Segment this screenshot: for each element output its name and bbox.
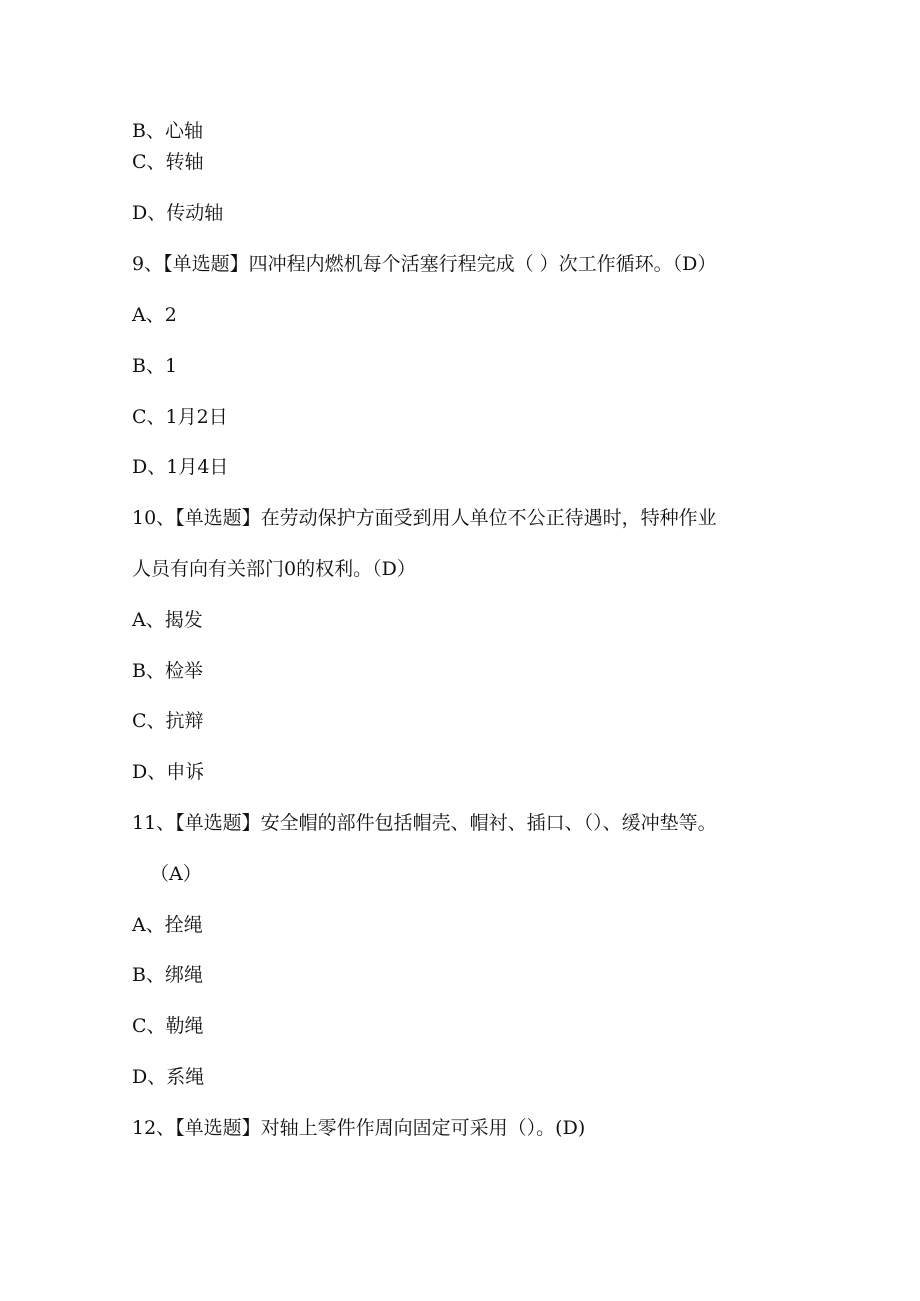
option-a-q11: A、拴绳 bbox=[132, 914, 203, 936]
question-12: 12、【单选题】对轴上零件作周向固定可采用（）。(D) bbox=[132, 1117, 586, 1139]
option-a-q10: A、揭发 bbox=[132, 609, 203, 631]
option-b-q9: B、1 bbox=[132, 355, 178, 377]
question-11-line-1: 11、【单选题】安全帽的部件包括帽壳、帽衬、插口、（）、缓冲垫等。 bbox=[132, 812, 717, 834]
option-b-q11: B、绑绳 bbox=[132, 964, 203, 986]
option-c-q10: C、抗辩 bbox=[132, 710, 204, 732]
option-b-q10: B、检举 bbox=[132, 660, 203, 682]
option-d-q11: D、系绳 bbox=[132, 1066, 205, 1088]
option-d-q9: D、1月4日 bbox=[132, 456, 229, 478]
question-11-answer: （A） bbox=[150, 863, 202, 885]
question-10-line-2: 人员有向有关部门0的权利。（D） bbox=[132, 558, 416, 580]
question-9: 9、【单选题】四冲程内燃机每个活塞行程完成（ ）次工作循环。（D） bbox=[132, 253, 717, 275]
option-c-q11: C、勒绳 bbox=[132, 1015, 204, 1037]
option-c-q8: C、转轴 bbox=[132, 151, 204, 173]
option-d-q8: D、传动轴 bbox=[132, 202, 224, 224]
option-c-q9: C、1月2日 bbox=[132, 406, 228, 428]
question-10-line-1: 10、【单选题】在劳动保护方面受到用人单位不公正待遇时，特种作业 bbox=[132, 507, 717, 529]
option-b-q8: B、心轴 bbox=[132, 120, 203, 142]
option-a-q9: A、2 bbox=[132, 304, 177, 326]
option-d-q10: D、申诉 bbox=[132, 761, 205, 783]
